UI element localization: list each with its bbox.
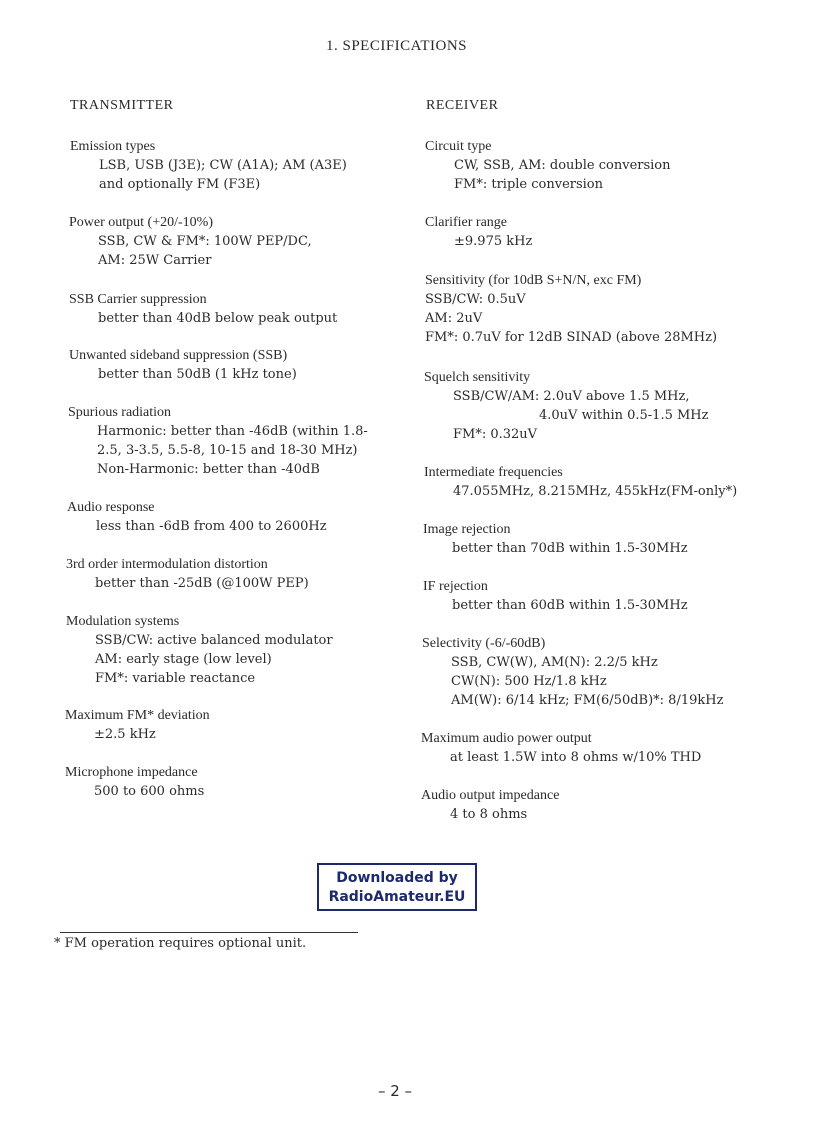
spec-selectivity: Selectivity (-6/-60dB) SSB, CW(W), AM(N): 2.2/5 kHz CW(N): 500 Hz/1.8 kHz AM(W): 6/14 kHz; FM(6/50dB)*: 8/19kHz — [422, 636, 724, 708]
spec-max-audio-power: Maximum audio power output at least 1.5W into 8 ohms w/10% THD — [421, 731, 702, 765]
spec-microphone-impedance: Microphone impedance 500 to 600 ohms — [65, 765, 205, 799]
footnote-divider — [60, 932, 358, 933]
spec-circuit-type: Circuit type CW, SSB, AM: double conversion FM*: triple conversion — [425, 139, 671, 192]
spec-unwanted-sideband: Unwanted sideband suppression (SSB) better than 50dB (1 kHz tone) — [69, 348, 297, 382]
spec-audio-output-impedance: Audio output impedance 4 to 8 ohms — [421, 788, 560, 822]
footnote: * FM operation requires optional unit. — [54, 936, 307, 951]
spec-intermodulation: 3rd order intermodulation distortion better than -25dB (@100W PEP) — [66, 557, 309, 591]
receiver-heading: RECEIVER — [426, 98, 499, 113]
spec-power-output: Power output (+20/-10%) SSB, CW & FM*: 100W PEP/DC, AM: 25W Carrier — [69, 215, 312, 268]
spec-spurious-radiation: Spurious radiation Harmonic: better than -46dB (within 1.8- 2.5, 3-3.5, 5.5-8, 10-15 and 18-30 MHz) Non-Harmonic: better than -40dB — [68, 405, 368, 477]
page-number: – 2 – — [377, 1082, 413, 1100]
page-title: 1. SPECIFICATIONS — [325, 38, 468, 54]
transmitter-heading: TRANSMITTER — [70, 98, 174, 113]
spec-sensitivity: Sensitivity (for 10dB S+N/N, exc FM) SSB/CW: 0.5uV AM: 2uV FM*: 0.7uV for 12dB SINAD (above 28MHz) — [425, 273, 718, 345]
spec-modulation-systems: Modulation systems SSB/CW: active balanced modulator AM: early stage (low level) FM*: variable reactance — [66, 614, 333, 686]
spec-emission-types: Emission types LSB, USB (J3E); CW (A1A); AM (A3E) and optionally FM (F3E) — [70, 139, 347, 192]
spec-image-rejection: Image rejection better than 70dB within 1.5-30MHz — [423, 522, 688, 556]
spec-clarifier-range: Clarifier range ±9.975 kHz — [425, 215, 533, 249]
spec-max-fm-deviation: Maximum FM* deviation ±2.5 kHz — [65, 708, 210, 742]
spec-ssb-carrier-suppression: SSB Carrier suppression better than 40dB below peak output — [69, 292, 338, 326]
spec-intermediate-frequencies: Intermediate frequencies 47.055MHz, 8.215MHz, 455kHz(FM-only*) — [424, 465, 738, 499]
spec-squelch-sensitivity: Squelch sensitivity SSB/CW/AM: 2.0uV above 1.5 MHz, 4.0uV within 0.5-1.5 MHz FM*: 0.32uV — [424, 370, 709, 442]
download-watermark: Downloaded by RadioAmateur.EU — [317, 863, 477, 911]
spec-audio-response: Audio response less than -6dB from 400 to 2600Hz — [67, 500, 327, 534]
spec-if-rejection: IF rejection better than 60dB within 1.5-30MHz — [423, 579, 688, 613]
